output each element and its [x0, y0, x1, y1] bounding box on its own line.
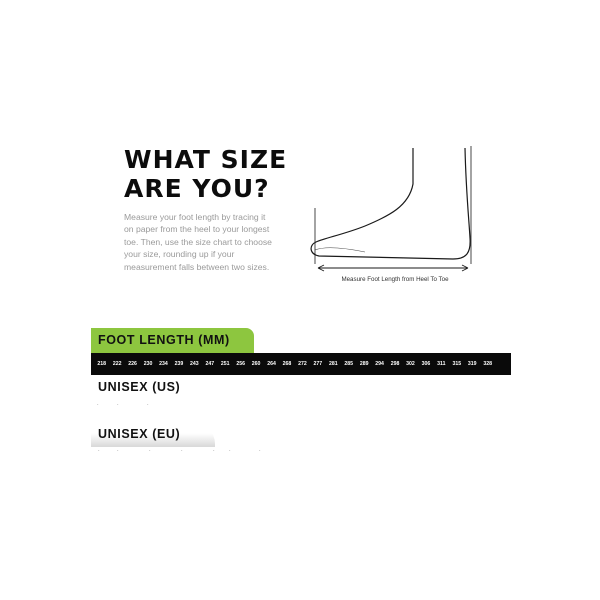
foot-figure-caption: Measure Foot Length from Heel To Toe [341, 276, 449, 283]
foot-length-cell: 277 [313, 361, 323, 367]
foot-length-cell: 268 [282, 361, 292, 367]
foot-length-bar [91, 353, 511, 375]
foot-length-cell: 272 [298, 361, 307, 367]
foot-length-cell: 289 [359, 361, 369, 367]
faint-mark: · [117, 448, 119, 454]
foot-length-cell: 319 [467, 361, 477, 367]
foot-length-cell: 218 [97, 361, 107, 367]
foot-length-cell: 222 [112, 361, 122, 367]
faint-mark: · [98, 448, 100, 454]
foot-length-cell: 306 [421, 361, 431, 367]
foot-length-cell: 294 [375, 361, 384, 367]
heel-curve [315, 248, 365, 252]
foot-length-cell: 311 [437, 361, 446, 367]
faint-mark: · [117, 402, 119, 408]
foot-length-cell: 247 [205, 361, 215, 367]
faint-mark: · [97, 402, 99, 408]
faint-mark: · [147, 402, 149, 408]
unisex-eu-label: UNISEX (EU) [91, 422, 215, 447]
foot-length-cell: 281 [328, 361, 338, 367]
measurement-instructions: Measure your foot length by tracing it on paper from the heel to your longest toe. Then, use the size chart to choose your size, rounding up if your measurement falls between two sizes. [124, 212, 272, 272]
unisex-us-label: UNISEX (US) [98, 380, 181, 394]
faint-mark: · [229, 448, 231, 454]
page-heading [124, 145, 287, 203]
foot-length-cell: 256 [236, 361, 245, 367]
foot-length-cell: 243 [190, 361, 199, 367]
faint-mark: · [213, 448, 215, 454]
foot-length-cell: 230 [143, 361, 153, 367]
faint-mark: · [181, 448, 183, 454]
heading-line-1: WHAT SIZE [124, 145, 288, 174]
foot-length-cell: 226 [128, 361, 137, 367]
foot-outline [311, 148, 470, 259]
foot-length-cell: 260 [251, 361, 261, 367]
heading-line-2: ARE YOU? [124, 174, 270, 203]
foot-length-cell: 298 [390, 361, 400, 367]
foot-length-header: FOOT LENGTH (MM) [91, 328, 254, 353]
faint-mark: · [149, 448, 151, 454]
foot-length-cell: 315 [452, 361, 462, 367]
foot-length-cell: 251 [220, 361, 230, 367]
faint-mark: · [259, 448, 261, 454]
foot-length-cell: 239 [174, 361, 184, 367]
foot-length-cell: 285 [344, 361, 354, 367]
foot-length-cell: 234 [159, 361, 168, 367]
foot-length-cell: 328 [483, 361, 492, 367]
foot-outline-illustration [305, 142, 485, 292]
foot-length-cell: 264 [267, 361, 276, 367]
foot-length-cell: 302 [406, 361, 415, 367]
